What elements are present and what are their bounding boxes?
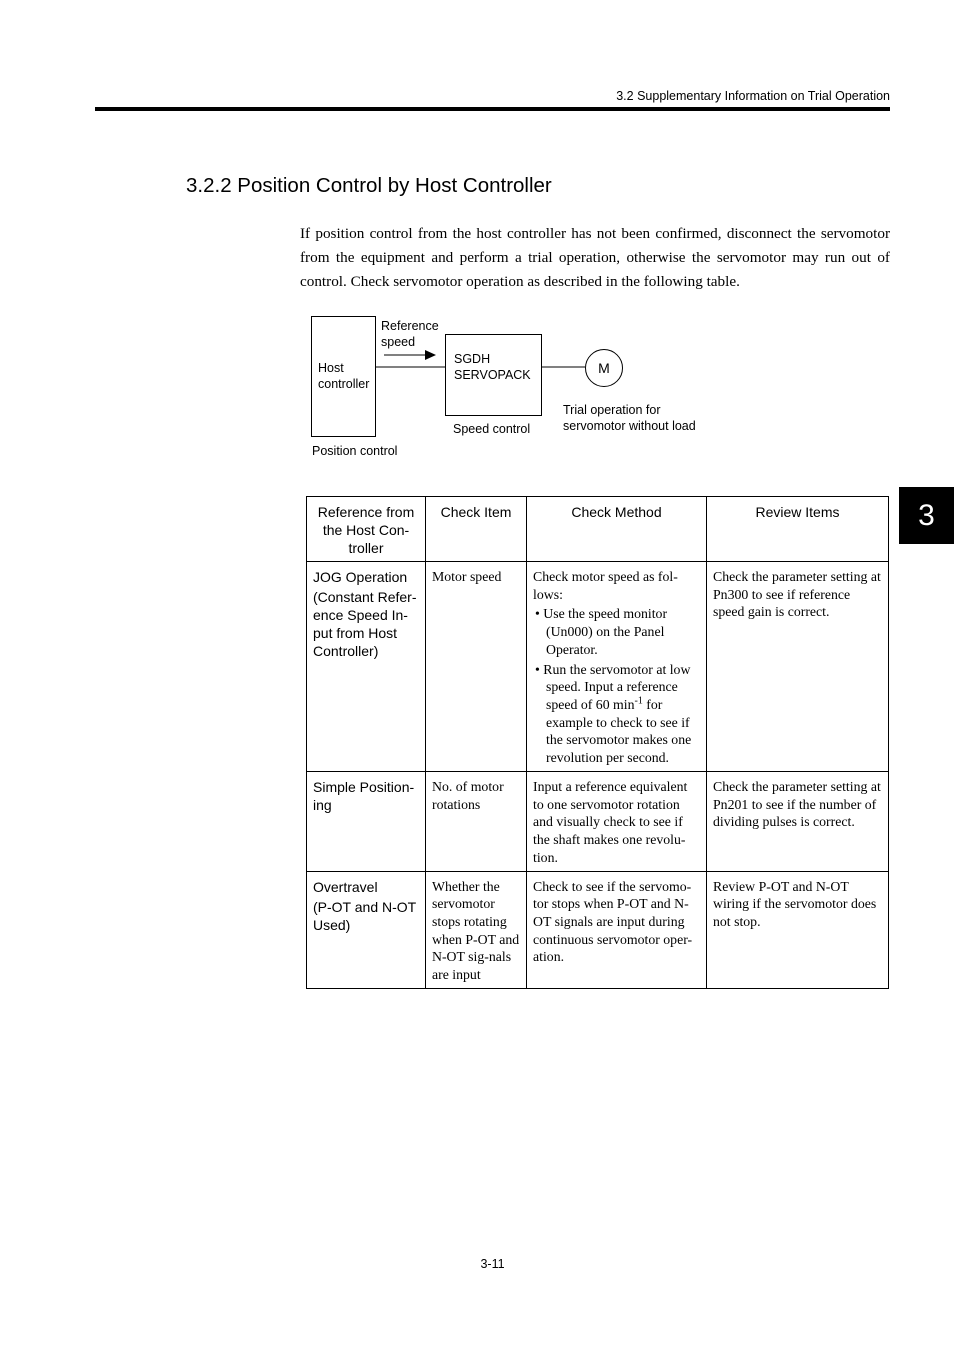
section-title: 3.2.2 Position Control by Host Controller — [186, 174, 552, 197]
motor-label: M — [598, 360, 610, 376]
check-method-cell: Check to see if the servomo-tor stops when P-OT and N-OT signals are input during continuous servomotor oper-ation. — [527, 871, 707, 988]
position-control-label: Position control — [312, 444, 398, 458]
check-method-cell: Input a reference equivalent to one servomotor rotation and visually check to see if the shaft makes one revolu-tion. — [527, 772, 707, 872]
header-review-items: Review Items — [707, 497, 889, 562]
table-row — [307, 772, 889, 872]
review-items-cell: Check the parameter setting at Pn201 to see if the number of dividing pulses is correct. — [707, 772, 889, 872]
servopack-label: SGDH SERVOPACK — [454, 352, 531, 382]
header-rule — [95, 107, 890, 111]
reference-cell: Overtravel (P-OT and N-OT Used) — [307, 871, 426, 988]
arrow-right-icon — [425, 350, 436, 360]
trial-operation-label: Trial operation for servomotor without load — [563, 403, 696, 433]
host-controller-label: Host controller — [318, 361, 370, 391]
review-items-cell: Review P-OT and N-OT wiring if the servomotor does not stop. — [707, 871, 889, 988]
reference-speed-label: Reference speed — [381, 319, 439, 349]
running-header: 3.2 Supplementary Information on Trial Operation — [616, 89, 890, 103]
table-row — [307, 871, 889, 988]
header-check-item: Check Item — [426, 497, 527, 562]
review-items-cell: Check the parameter setting at Pn300 to see if reference speed gain is correct. — [707, 562, 889, 772]
intro-paragraph: If position control from the host controller has not been confirmed, disconnect the servomotor from the equipment and perform a trial operation, otherwise the servomotor may run out of control. Check servomotor operation as described in the following table. — [300, 225, 890, 290]
header-reference: Reference from the Host Con-troller — [307, 497, 426, 562]
page-number: 3-11 — [480, 1257, 505, 1271]
reference-cell: Simple Position-ing — [307, 772, 426, 872]
motor-circle — [585, 349, 623, 387]
table-row — [307, 562, 889, 772]
check-table — [306, 496, 889, 989]
check-item-cell: Whether the servomotor stops rotating when P-OT and N-OT sig-nals are input — [426, 871, 527, 988]
header-check-method: Check Method — [527, 497, 707, 562]
check-item-cell: No. of motor rotations — [426, 772, 527, 872]
block-diagram — [300, 310, 720, 470]
speed-control-label: Speed control — [453, 422, 531, 436]
reference-cell: JOG Operation (Constant Refer-ence Speed In-put from Host Controller) — [307, 562, 426, 772]
check-item-cell: Motor speed — [426, 562, 527, 772]
table-header-row — [307, 497, 889, 562]
check-method-cell: Check motor speed as fol-lows: • Use the speed monitor (Un000) on the Panel Operator. • Run the servomotor at low speed. Input a reference speed of 60 $\min^{-1}$ for example to check to see if the servomotor makes one revolution per second. — [527, 562, 707, 772]
chapter-tab: 3 — [899, 487, 954, 544]
